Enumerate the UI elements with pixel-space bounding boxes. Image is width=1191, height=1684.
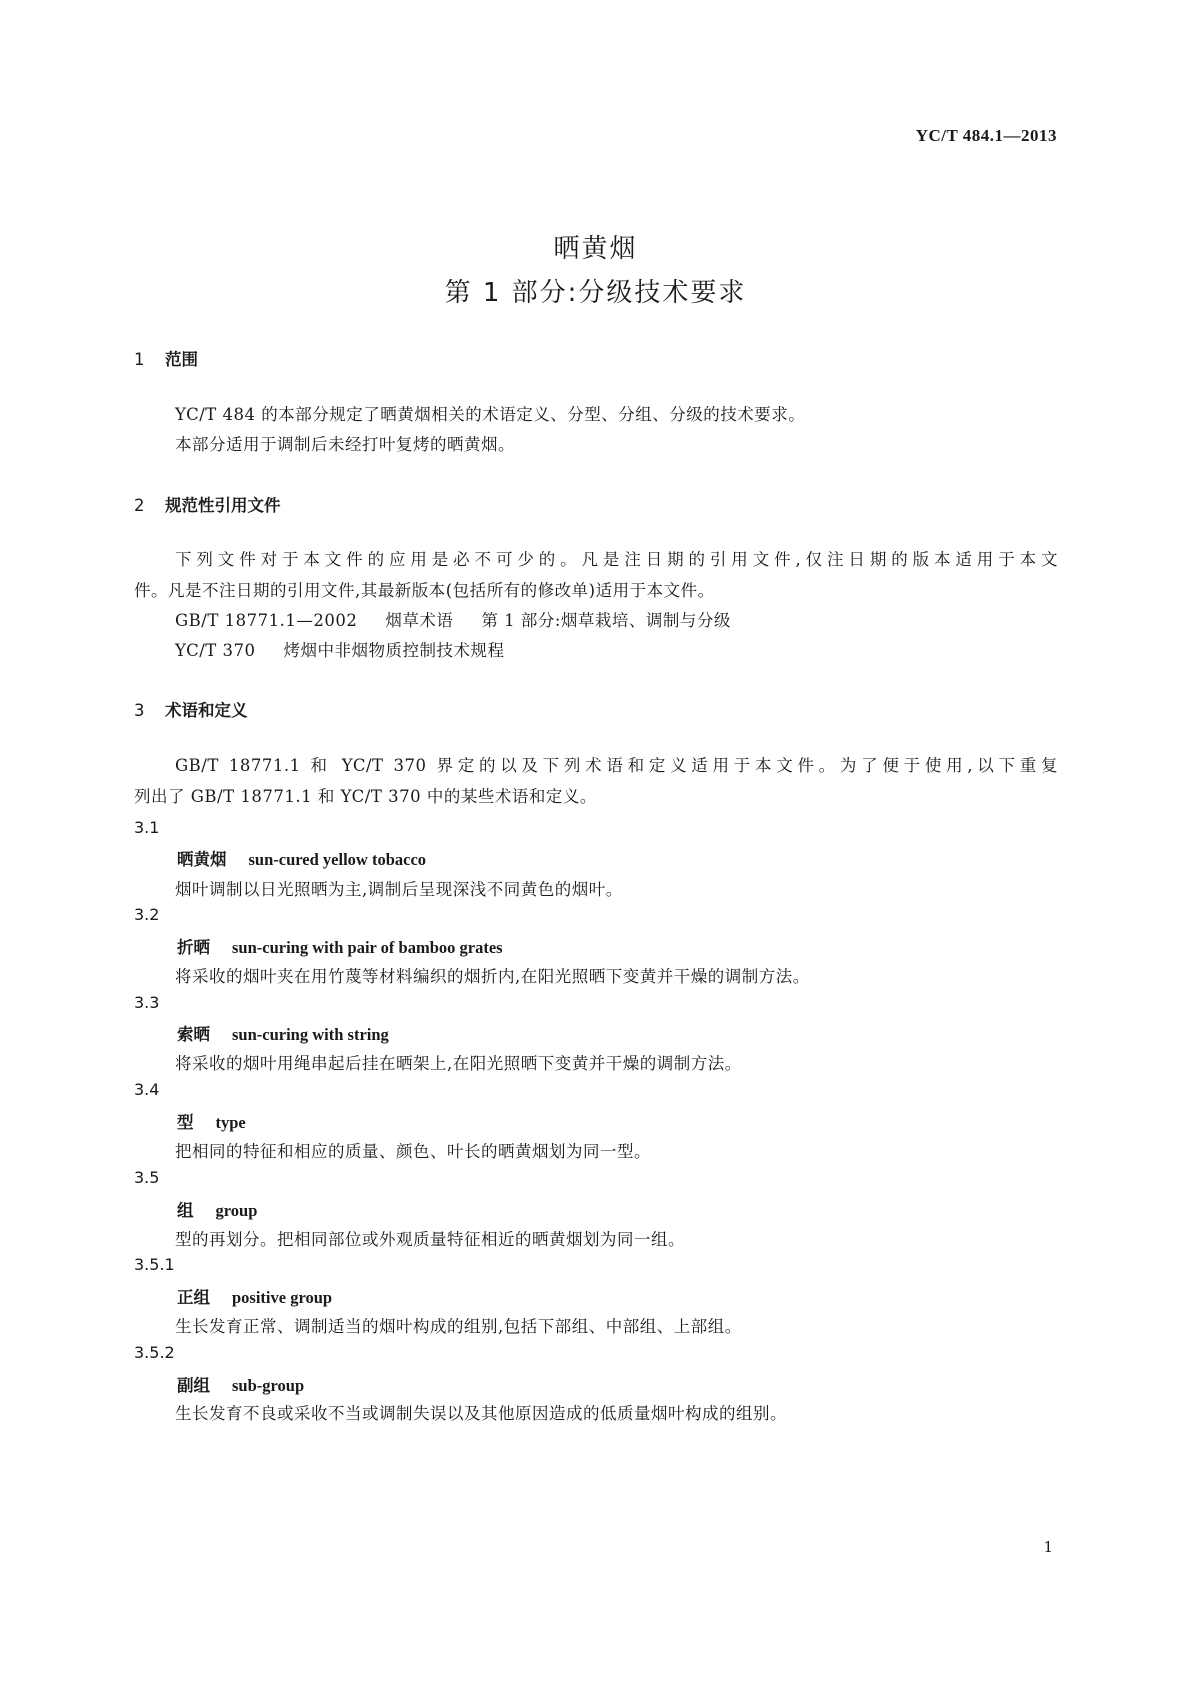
page-number: 1 [1043,1538,1053,1556]
term-definition: 生长发育正常、调制适当的烟叶构成的组别,包括下部组、中部组、上部组。 [175,1317,742,1336]
term-en: sun-cured yellow tobacco [248,850,427,869]
reference-part: 第 1 部分:烟草栽培、调制与分级 [481,611,731,630]
term-en: sun-curing with pair of bamboo grates [232,938,503,957]
section-3-paragraph-line-2: 列出了 GB/T 18771.1 和 YC/T 370 中的某些术语和定义。 [134,787,597,806]
document-title: 晒黄烟 [553,234,638,264]
section-2-paragraph-line-1: 下列文件对于本文件的应用是必不可少的。凡是注日期的引用文件,仅注日期的版本适用于本文 [175,550,1058,569]
section-number: 3 [134,701,145,720]
term-definition: 烟叶调制以日光照晒为主,调制后呈现深浅不同黄色的烟叶。 [175,880,623,899]
term-en: group [215,1201,258,1220]
term-number: 3.4 [134,1080,160,1099]
reference-code: YC/T 370 [175,641,256,660]
term-heading [177,1372,304,1396]
section-number: 1 [134,350,145,369]
term-en: sub-group [232,1376,305,1395]
section-3-heading [134,697,248,721]
term-number: 3.5.1 [134,1255,175,1274]
term-definition: 将采收的烟叶夹在用竹蔑等材料编织的烟折内,在阳光照晒下变黄并干燥的调制方法。 [175,967,810,986]
section-2-paragraph-line-2: 件。凡是不注日期的引用文件,其最新版本(包括所有的修改单)适用于本文件。 [134,581,715,600]
section-1-paragraph-2: 本部分适用于调制后未经打叶复烤的晒黄烟。 [175,435,515,454]
term-zh: 索晒 [177,1025,210,1044]
section-title: 术语和定义 [165,701,248,720]
term-definition: 生长发育不良或采收不当或调制失误以及其他原因造成的低质量烟叶构成的组别。 [175,1404,787,1423]
reference-title: 烟草术语 [385,611,454,630]
normative-reference [175,634,1058,668]
term-number: 3.1 [134,818,160,837]
term-zh: 型 [177,1113,194,1132]
term-zh: 组 [177,1201,194,1220]
term-definition: 型的再划分。把相同部位或外观质量特征相近的晒黄烟划为同一组。 [175,1230,685,1249]
term-zh: 副组 [177,1376,210,1395]
term-heading [177,1284,332,1308]
term-zh: 晒黄烟 [177,850,227,869]
term-en: positive group [232,1288,333,1307]
term-heading [177,1109,246,1133]
term-number: 3.3 [134,993,160,1012]
section-number: 2 [134,496,145,515]
normative-reference [175,604,1058,638]
standard-code: YC/T 484.1—2013 [915,126,1057,145]
section-3-paragraph-line-1: GB/T 18771.1 和 YC/T 370 界定的以及下列术语和定义适用于本文件。为了便于使用,以下重复 [175,756,1058,775]
term-en: type [215,1113,246,1132]
section-1-paragraph-1: YC/T 484 的本部分规定了晒黄烟相关的术语定义、分型、分组、分级的技术要求。 [175,405,806,424]
term-number: 3.5.2 [134,1343,175,1362]
term-heading [177,934,503,958]
section-2-heading [134,492,281,516]
section-title: 范围 [165,350,198,369]
term-zh: 折晒 [177,938,210,957]
reference-code: GB/T 18771.1—2002 [175,611,358,630]
term-definition: 将采收的烟叶用绳串起后挂在晒架上,在阳光照晒下变黄并干燥的调制方法。 [175,1054,742,1073]
section-1-heading [134,346,198,370]
document-subtitle: 第 1 部分:分级技术要求 [444,278,747,308]
term-number: 3.5 [134,1168,160,1187]
term-en: sun-curing with string [232,1025,389,1044]
reference-title: 烤烟中非烟物质控制技术规程 [283,641,505,660]
term-heading [177,1197,257,1221]
section-title: 规范性引用文件 [165,496,281,515]
term-heading [177,846,426,870]
term-zh: 正组 [177,1288,210,1307]
term-number: 3.2 [134,905,160,924]
term-heading [177,1021,389,1045]
term-definition: 把相同的特征和相应的质量、颜色、叶长的晒黄烟划为同一型。 [175,1142,651,1161]
